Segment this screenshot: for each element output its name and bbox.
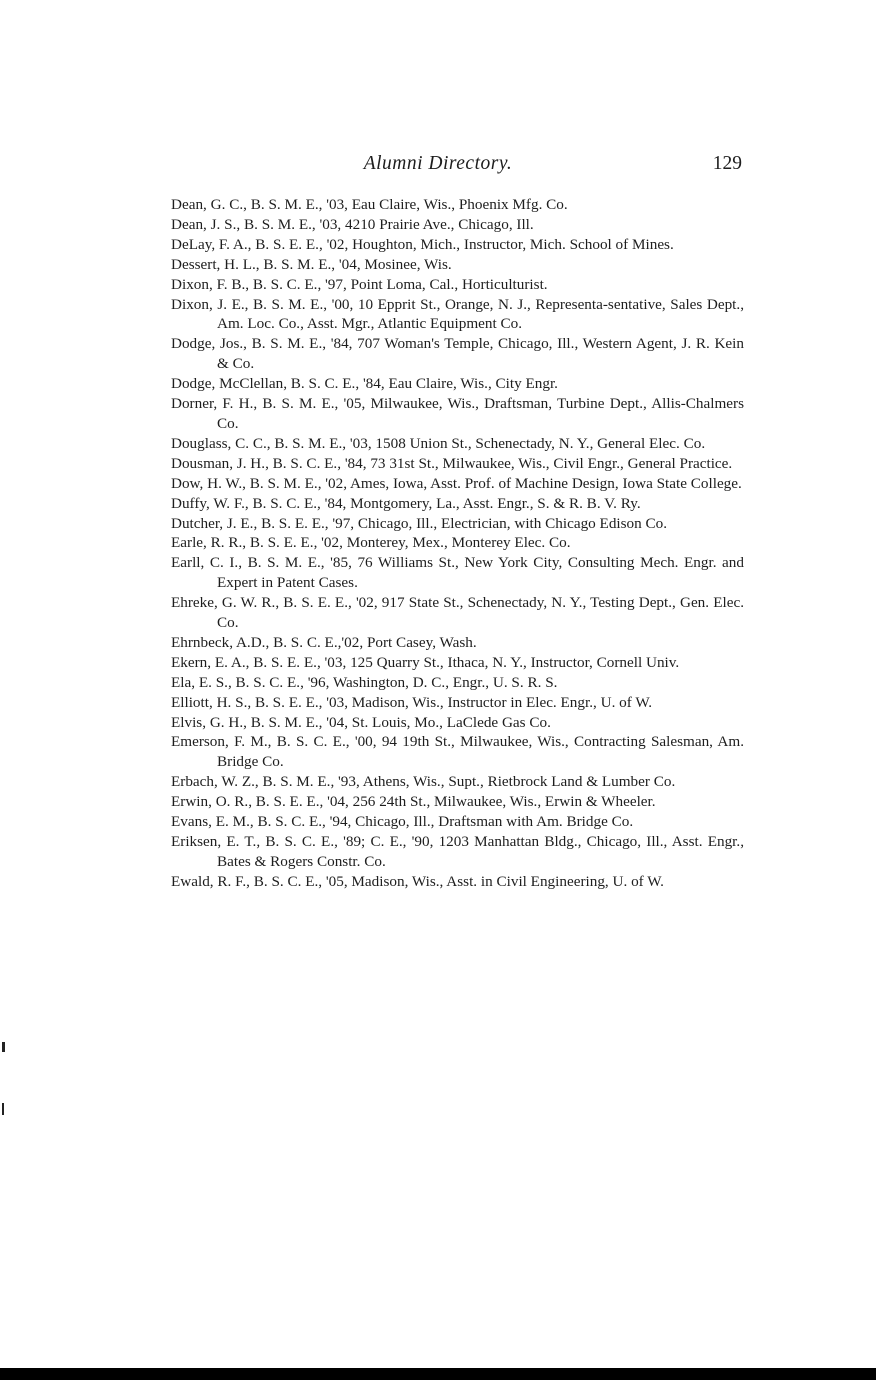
directory-entry: Dodge, Jos., B. S. M. E., '84, 707 Woman's Temple, Chicago, Ill., Western Agent, J. R. Kein & Co. [171,335,744,373]
directory-entry: Emerson, F. M., B. S. C. E., '00, 94 19th St., Milwaukee, Wis., Contracting Salesman, Am. Bridge Co. [171,733,744,771]
directory-entry: Dean, J. S., B. S. M. E., '03, 4210 Prairie Ave., Chicago, Ill. [171,215,534,233]
directory-entry: Dousman, J. H., B. S. C. E., '84, 73 31st St., Milwaukee, Wis., Civil Engr., General Practice. [171,454,733,472]
scan-speck [2,1042,5,1052]
directory-entry: Dixon, F. B., B. S. C. E., '97, Point Loma, Cal., Horticulturist. [171,275,548,293]
directory-entries [171,195,744,892]
directory-entry: Eriksen, E. T., B. S. C. E., '89; C. E., '90, 1203 Manhattan Bldg., Chicago, Ill., Asst. Engr., Bates & Rogers Constr. Co. [171,833,744,870]
directory-entry: Dean, G. C., B. S. M. E., '03, Eau Claire, Wis., Phoenix Mfg. Co. [171,196,568,213]
directory-entry: Erwin, O. R., B. S. E. E., '04, 256 24th St., Milwaukee, Wis., Erwin & Wheeler. [171,793,656,811]
page-number: 129 [712,153,742,174]
directory-entry: Dorner, F. H., B. S. M. E., '05, Milwaukee, Wis., Draftsman, Turbine Dept., Allis-Chalmers Co. [171,395,744,432]
directory-entry: Evans, E. M., B. S. C. E., '94, Chicago, Ill., Draftsman with Am. Bridge Co. [171,813,634,831]
directory-entry: Ehreke, G. W. R., B. S. E. E., '02, 917 State St., Schenectady, N. Y., Testing Dept., Gen. Elec. Co. [171,594,744,632]
directory-entry: Elliott, H. S., B. S. E. E., '03, Madison, Wis., Instructor in Elec. Engr., U. of W. [171,693,653,711]
directory-entry: Ehrnbeck, A.D., B. S. C. E.,'02, Port Casey, Wash. [171,633,477,651]
directory-entry: Earll, C. I., B. S. M. E., '85, 76 Williams St., New York City, Consulting Mech. Engr. and Expert in Patent Cases. [171,554,744,592]
directory-entry: Dutcher, J. E., B. S. E. E., '97, Chicago, Ill., Electrician, with Chicago Edison Co. [171,514,668,532]
directory-entry: Douglass, C. C., B. S. M. E., '03, 1508 Union St., Schenectady, N. Y., General Elec. Co. [171,434,706,452]
directory-entry: Erbach, W. Z., B. S. M. E., '93, Athens, Wis., Supt., Rietbrock Land & Lumber Co. [171,773,676,791]
directory-entry: Dessert, H. L., B. S. M. E., '04, Mosinee, Wis. [171,255,452,273]
scan-border [0,1368,876,1380]
scan-speck [2,1103,4,1115]
directory-entry: Dodge, McClellan, B. S. C. E., '84, Eau Claire, Wis., City Engr. [171,375,558,393]
directory-entry: Ekern, E. A., B. S. E. E., '03, 125 Quarry St., Ithaca, N. Y., Instructor, Cornell Univ. [171,653,680,671]
directory-entry: Earle, R. R., B. S. E. E., '02, Monterey, Mex., Monterey Elec. Co. [171,534,571,552]
directory-entry: DeLay, F. A., B. S. E. E., '02, Houghton, Mich., Instructor, Mich. School of Mines. [171,235,674,253]
directory-entry: Ewald, R. F., B. S. C. E., '05, Madison, Wis., Asst. in Civil Engineering, U. of W. [171,872,664,890]
directory-entry: Dow, H. W., B. S. M. E., '02, Ames, Iowa, Asst. Prof. of Machine Design, Iowa State College. [171,474,742,492]
running-title: Alumni Directory. [363,153,513,174]
directory-entry: Ela, E. S., B. S. C. E., '96, Washington, D. C., Engr., U. S. R. S. [171,673,558,691]
directory-entry: Duffy, W. F., B. S. C. E., '84, Montgomery, La., Asst. Engr., S. & R. B. V. Ry. [171,494,641,512]
page-header [0,151,876,181]
directory-entry: Elvis, G. H., B. S. M. E., '04, St. Louis, Mo., LaClede Gas Co. [171,713,551,731]
directory-entry: Dixon, J. E., B. S. M. E., '00, 10 Epprit St., Orange, N. J., Representa-sentative, Sales Dept., Am. Loc. Co., Asst. Mgr., Atlantic Equipment Co. [171,295,744,333]
